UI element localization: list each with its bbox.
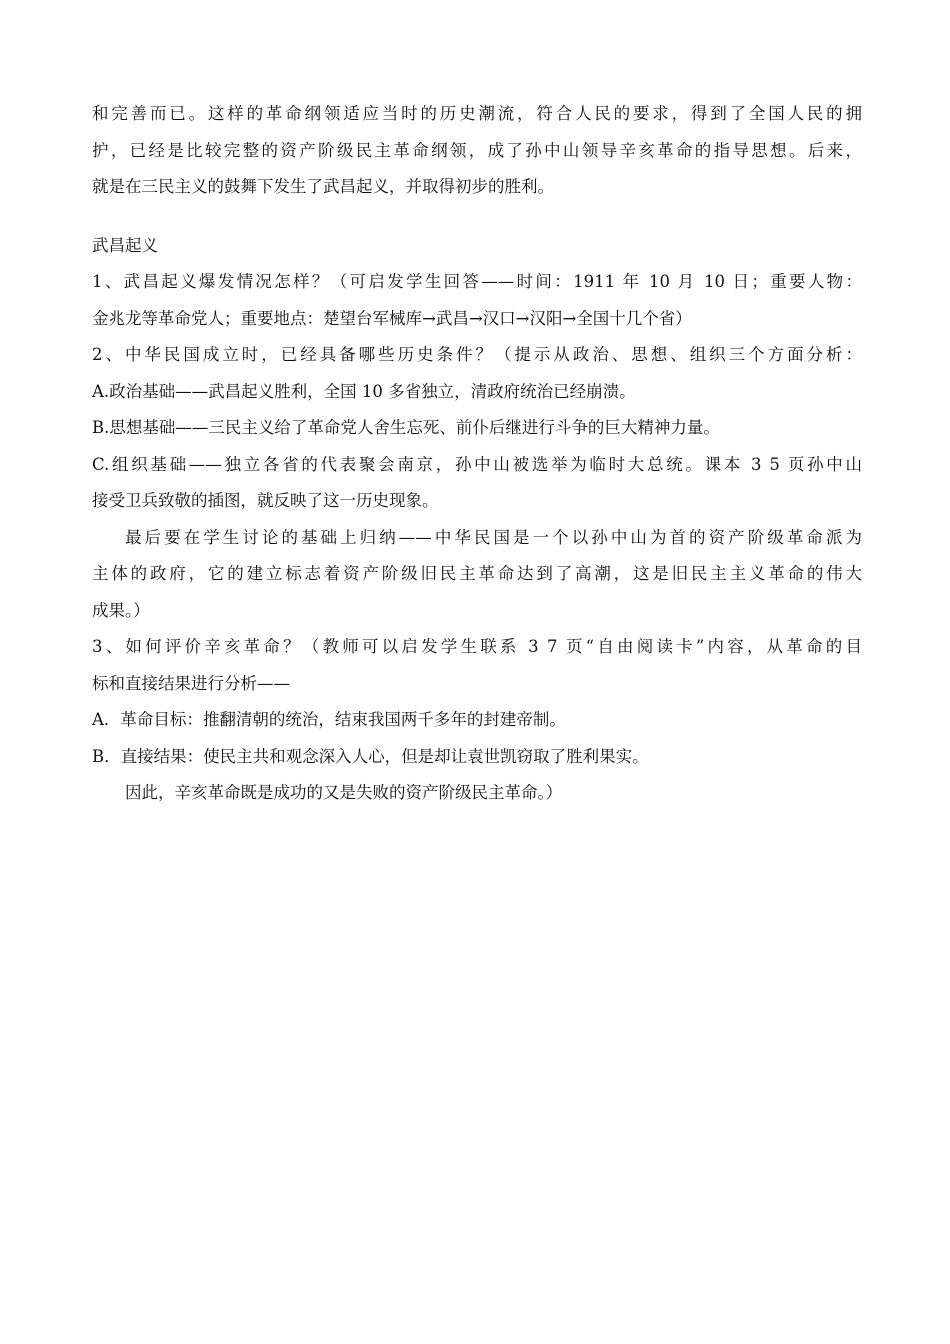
question-2-point-c-cont: 接受卫兵致敬的插图，就反映了这一历史现象。 xyxy=(92,491,439,510)
intro-line-3: 就是在三民主义的鼓舞下发生了武昌起义，并取得初步的胜利。 xyxy=(92,177,554,196)
question-2-summary-line-1: 最后要在学生讨论的基础上归纳——中华民国是一个以孙中山为首的资产阶级革命派为 xyxy=(125,527,862,547)
question-3-conclusion: 因此，辛亥革命既是成功的又是失败的资产阶级民主革命。） xyxy=(125,783,563,802)
question-2-point-b: B.思想基础——三民主义给了革命党人舍生忘死、前仆后继进行斗争的巨大精神力量。 xyxy=(92,418,720,437)
question-2-line-1: 2、中华民国成立时，已经具备哪些历史条件？（提示从政治、思想、组织三个方面分析： xyxy=(92,345,862,364)
section-title: 武昌起义 xyxy=(92,235,158,255)
paragraph-gap xyxy=(92,206,862,228)
question-2-point-c: C.组织基础——独立各省的代表聚会南京，孙中山被选举为临时大总统。课本 3 5 页孙中山 xyxy=(92,454,862,474)
question-2-summary-line-3: 成果。） xyxy=(92,600,150,620)
intro-line-1: 和完善而已。这样的革命纲领适应当时的历史潮流，符合人民的要求，得到了全国人民的拥 xyxy=(92,104,862,123)
question-3-line-2: 标和直接结果进行分析—— xyxy=(92,673,290,693)
question-1-line-2: 金兆龙等革命党人；重要地点：楚望台军械库→武昌→汉口→汉阳→全国十几个省） xyxy=(92,308,692,328)
question-3-line-1: 3、如何评价辛亥革命？（教师可以启发学生联系 3 7 页“自由阅读卡”内容，从革命的目 xyxy=(92,637,862,656)
document-body xyxy=(92,96,862,812)
question-2-point-a: A.政治基础——武昌起义胜利，全国 10 多省独立，清政府统治已经崩溃。 xyxy=(92,381,636,401)
question-3-point-b: B．直接结果：使民主共和观念深入人心，但是却让袁世凯窃取了胜利果实。 xyxy=(92,746,649,766)
question-2-summary-line-2: 主体的政府，它的建立标志着资产阶级旧民主革命达到了高潮，这是旧民主主义革命的伟大 xyxy=(92,564,862,583)
question-3-point-a: A．革命目标：推翻清朝的统治，结束我国两千多年的封建帝制。 xyxy=(92,710,566,729)
question-1-line-1: 1、武昌起义爆发情况怎样？（可启发学生回答——时间：1911 年 10 月 10 日；重要人物： xyxy=(92,272,862,291)
intro-line-2: 护，已经是比较完整的资产阶级民主革命纲领，成了孙中山领导辛亥革命的指导思想。后来， xyxy=(92,140,862,160)
